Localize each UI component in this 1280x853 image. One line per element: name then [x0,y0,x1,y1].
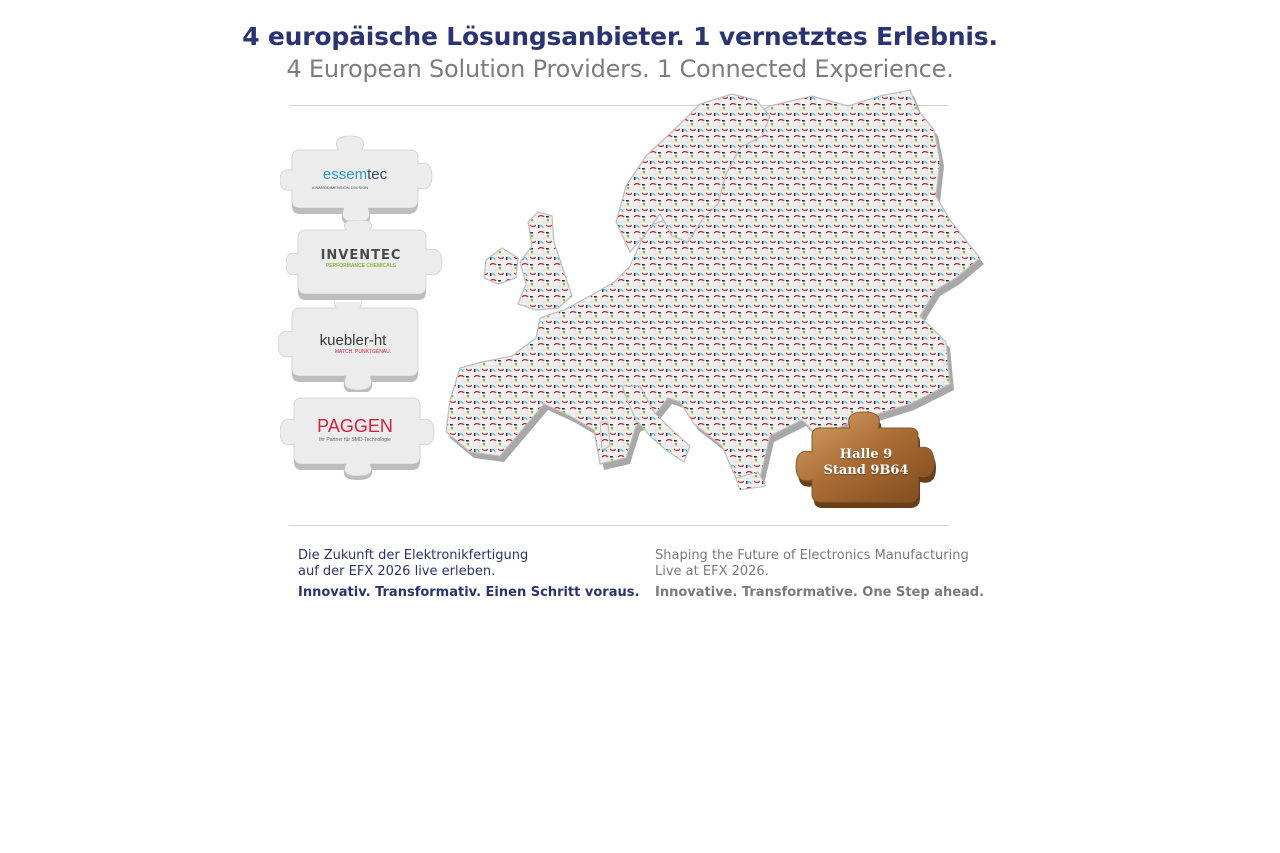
inventec-wordmark: INVENTEC [320,248,402,263]
paggen-tagline: Ihr Partner für SMD-Technologie [319,437,391,443]
inventec-tagline: PERFORMANCE CHEMICALS [325,263,397,269]
footer-german-line1: Die Zukunft der Elektronikfertigung [298,548,529,563]
paggen-logo-icon [280,416,430,443]
inventec-logo-icon [286,248,436,269]
footer-german [298,548,639,600]
booth-location [794,410,938,514]
booth-stand: Stand 9B64 [823,463,909,478]
booth-hall: Halle 9 [839,447,893,462]
essemtec-logo-icon [280,166,430,190]
essemtec-wordmark-a: essem [322,166,368,183]
partner-inventec [286,220,446,310]
essemtec-wordmark-b: tec [367,166,388,183]
kuebler-logo-icon [278,332,428,355]
footer-english-line1: Shaping the Future of Electronics Manufacturing [655,548,969,563]
partner-logos [278,130,438,490]
footer-german-tagline: Innovativ. Transformativ. Einen Schritt voraus. [298,585,640,600]
kuebler-tagline: MATCH. PUNKTGENAU. [334,349,392,355]
kuebler-wordmark: kuebler-ht [319,332,387,349]
footer-english-line2: Live at EFX 2026. [655,564,769,579]
divider-bottom [289,525,948,526]
footer-english [655,548,984,600]
partner-paggen [280,390,440,480]
footer-german-line2: auf der EFX 2026 live erleben. [298,564,496,579]
paggen-wordmark: PAGGEN [317,416,393,436]
footer-english-tagline: Innovative. Transformative. One Step ahead. [655,585,985,600]
partner-essemtec [280,134,440,224]
british-isles [484,212,572,310]
essemtec-tagline: A NANODIMENSION DIVISION [311,185,369,190]
partner-kuebler-ht [278,302,438,392]
headline-german: 4 europäische Lösungsanbieter. 1 vernetztes Erlebnis. [242,22,998,51]
bronze-puzzle-piece-icon [794,410,938,514]
headline-english: 4 European Solution Providers. 1 Connected Experience. [286,55,954,83]
